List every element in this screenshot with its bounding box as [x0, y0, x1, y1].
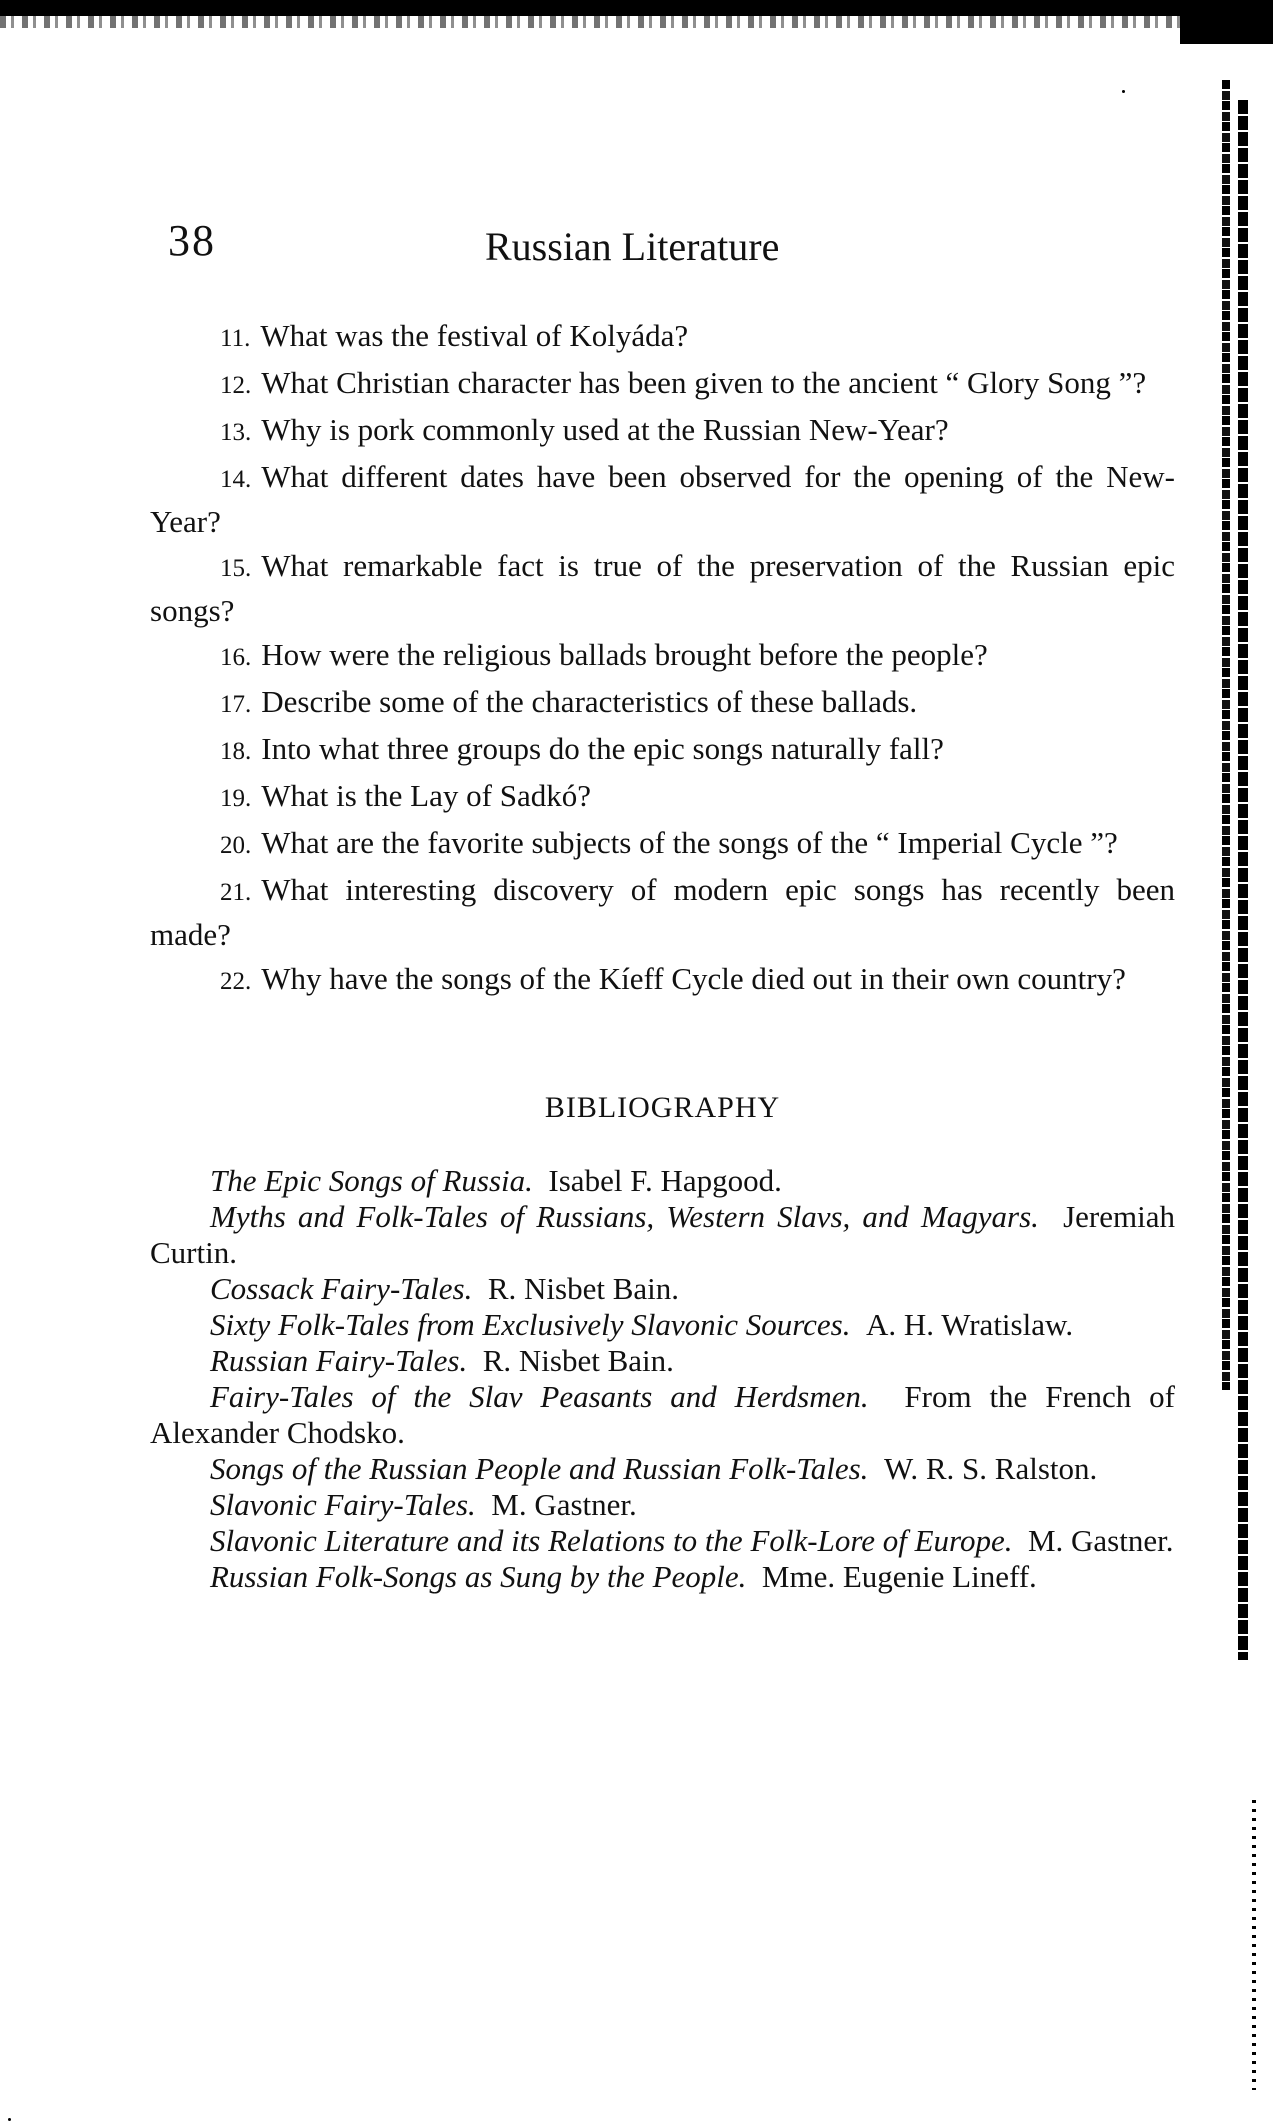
- book-page: [150, 215, 1175, 1595]
- question-number: 13.: [220, 419, 252, 446]
- question-item: [150, 456, 1175, 543]
- question-number: 17.: [220, 691, 252, 718]
- question-text: What was the festival of Kolyáda?: [260, 318, 689, 353]
- bibliography-entry: [150, 1379, 1175, 1451]
- scan-edge-corner: [1180, 0, 1273, 44]
- bibliography-heading: BIBLIOGRAPHY: [544, 1091, 781, 1124]
- book-author: A. H. Wratislaw.: [866, 1307, 1074, 1342]
- scan-edge-right-binding: [1238, 100, 1248, 1660]
- bibliography-entry: [150, 1307, 1175, 1343]
- question-number: 19.: [220, 785, 252, 812]
- bibliography-entry: [150, 1559, 1175, 1595]
- question-number: 22.: [220, 968, 252, 995]
- page-title: Russian Literature: [485, 224, 780, 269]
- question-number: 15.: [220, 555, 252, 582]
- bibliography-entry: [150, 1487, 1175, 1523]
- book-author: W. R. S. Ralston.: [883, 1451, 1098, 1486]
- question-item: [150, 315, 1175, 360]
- book-author: Isabel F. Hapgood.: [548, 1163, 782, 1198]
- book-title: Cossack Fairy-Tales.: [210, 1271, 473, 1306]
- book-title: The Epic Songs of Russia.: [210, 1163, 533, 1198]
- book-title: Songs of the Russian People and Russian Folk-Tales.: [210, 1451, 869, 1486]
- question-item: [150, 728, 1175, 773]
- book-title: Slavonic Fairy-Tales.: [210, 1487, 476, 1522]
- book-title: Fairy-Tales of the Slav Peasants and Herdsmen.: [210, 1379, 869, 1414]
- question-text: Describe some of the characteristics of these ballads.: [261, 684, 918, 719]
- question-number: 20.: [220, 832, 252, 859]
- bibliography-entry: [150, 1271, 1175, 1307]
- scan-edge-right-lower: [1252, 1800, 1256, 2090]
- question-number: 11.: [220, 325, 251, 352]
- bibliography-entry: [150, 1451, 1175, 1487]
- question-item: [150, 545, 1175, 632]
- question-text: What interesting discovery of modern epic songs has recently been made?: [150, 872, 1175, 952]
- book-author: From the French of Alexander Chodsko.: [150, 1379, 1175, 1450]
- bibliography-list: [150, 1163, 1175, 1595]
- question-text: Why is pork commonly used at the Russian New-Year?: [261, 412, 949, 447]
- bibliography-entry: [150, 1523, 1175, 1559]
- book-author: R. Nisbet Bain.: [487, 1271, 680, 1306]
- scan-speck: [8, 2118, 11, 2121]
- question-number: 12.: [220, 372, 252, 399]
- page-number: 38: [168, 216, 216, 265]
- question-text: Why have the songs of the Kíeff Cycle died out in their own country?: [261, 961, 1126, 996]
- book-title: Sixty Folk-Tales from Exclusively Slavonic Sources.: [210, 1307, 851, 1342]
- book-author: R. Nisbet Bain.: [482, 1343, 674, 1378]
- scan-edge-right: [1222, 80, 1230, 1390]
- question-text: What are the favorite subjects of the songs of the “ Imperial Cycle ”?: [261, 825, 1118, 860]
- scan-edge-top-noise: [0, 16, 1180, 28]
- question-text: What different dates have been observed for the opening of the New-Year?: [150, 459, 1175, 539]
- question-text: What remarkable fact is true of the preservation of the Russian epic songs?: [150, 548, 1175, 628]
- book-author: Jeremiah Curtin.: [150, 1199, 1175, 1270]
- book-author: M. Gastner.: [491, 1487, 637, 1522]
- book-author: M. Gastner.: [1027, 1523, 1174, 1558]
- question-item: [150, 362, 1175, 407]
- question-number: 14.: [220, 466, 252, 493]
- question-item: [150, 681, 1175, 726]
- bibliography-entry: [150, 1343, 1175, 1379]
- question-number: 16.: [220, 644, 252, 671]
- scan-speck: [1122, 90, 1125, 93]
- scan-edge-top: [0, 0, 1180, 16]
- question-item: [150, 775, 1175, 820]
- question-item: [150, 822, 1175, 867]
- book-title: Myths and Folk-Tales of Russians, Western Slavs, and Magyars.: [210, 1199, 1039, 1234]
- question-number: 21.: [220, 879, 252, 906]
- question-text: How were the religious ballads brought before the people?: [261, 637, 988, 672]
- question-text: Into what three groups do the epic songs naturally fall?: [261, 731, 944, 766]
- question-item: [150, 958, 1175, 1003]
- running-head: [150, 215, 1175, 285]
- question-item: [150, 634, 1175, 679]
- bibliography-entry: [150, 1163, 1175, 1199]
- question-number: 18.: [220, 738, 252, 765]
- question-text: What is the Lay of Sadkó?: [261, 778, 591, 813]
- book-title: Slavonic Literature and its Relations to the Folk-Lore of Europe.: [210, 1523, 1013, 1558]
- bibliography-entry: [150, 1199, 1175, 1271]
- book-title: Russian Fairy-Tales.: [210, 1343, 468, 1378]
- question-item: [150, 409, 1175, 454]
- review-questions: [150, 315, 1175, 1003]
- question-item: [150, 869, 1175, 956]
- book-author: Mme. Eugenie Lineff.: [761, 1559, 1037, 1594]
- book-title: Russian Folk-Songs as Sung by the People.: [210, 1559, 747, 1594]
- question-text: What Christian character has been given to the ancient “ Glory Song ”?: [261, 365, 1147, 400]
